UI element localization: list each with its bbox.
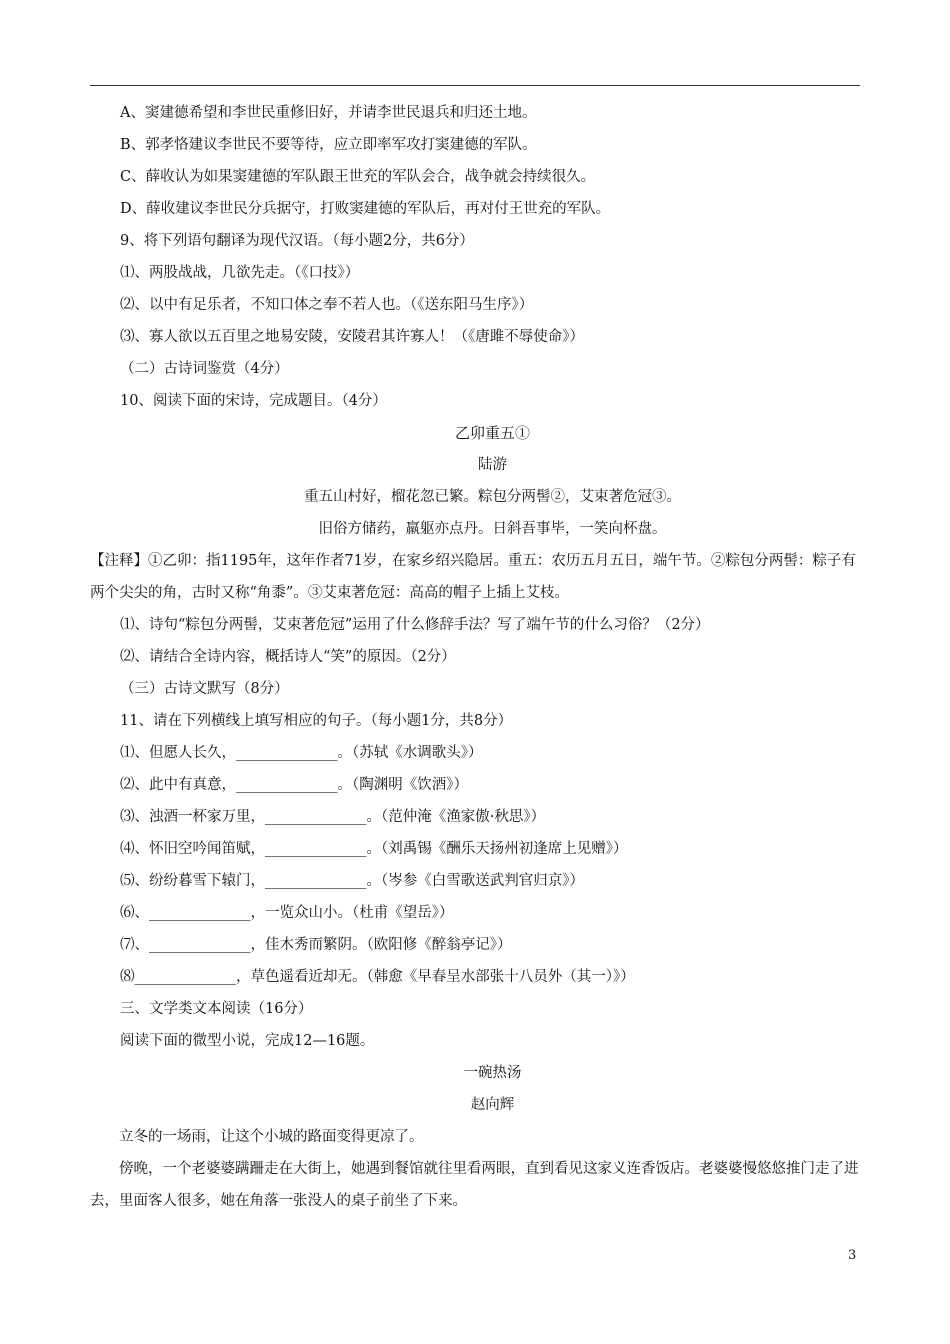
document-body <box>90 97 865 1217</box>
section2-header: （二）古诗词鉴赏（4分） <box>120 361 289 377</box>
q9-header: 9、将下列语句翻译为现代汉语。（每小题2分，共6分） <box>120 233 474 249</box>
part3-intro: 阅读下面的微型小说，完成12—16题。 <box>120 1033 375 1049</box>
story-paragraph-2: 傍晚，一个老婆婆蹒跚走在大街上，她遇到餐馆就往里看两眼，直到看见这家义连香饭店。老婆婆慢悠悠推门走了进去，里面客人很多，她在角落一张没人的桌子前坐了下来。 <box>90 1161 859 1209</box>
q11-item-5: ⑸、纷纷暮雪下辕门，______________。（岑参《白雪歌送武判官归京》） <box>120 873 584 889</box>
poem-title: 乙卯重五① <box>454 424 530 442</box>
option-a: A、窦建德希望和李世民重修旧好，并请李世民退兵和归还土地。 <box>120 105 537 121</box>
part3-header: 三、文学类文本阅读（16分） <box>120 1001 313 1017</box>
poem-author: 陆游 <box>478 457 507 473</box>
q9-item-2: ⑵、以中有足乐者，不知口体之奉不若人也。（《送东阳马生序》） <box>120 297 534 313</box>
q10-question-1: ⑴、诗句“粽包分两髻，艾束著危冠”运用了什么修辞手法？写了端午节的什么习俗？（2分） <box>120 617 710 633</box>
q9-item-1: ⑴、两股战战，几欲先走。（《口技》） <box>120 265 360 281</box>
poem-line-1: 重五山村好，榴花忽已繁。粽包分两髻②，艾束著危冠③。 <box>304 489 681 505</box>
q10-question-2: ⑵、请结合全诗内容，概括诗人“笑”的原因。（2分） <box>120 649 456 665</box>
q11-item-7: ⑺、______________，佳木秀而繁阴。（欧阳修《醉翁亭记》） <box>120 937 512 953</box>
header-rule <box>90 85 860 86</box>
q11-item-4: ⑷、怀旧空吟闻笛赋，______________。（刘禹锡《酬乐天扬州初逢席上见赠》） <box>120 841 628 857</box>
q11-header: 11、请在下列横线上填写相应的句子。（每小题1分，共8分） <box>120 713 513 729</box>
option-c: C、薛收认为如果窦建德的军队跟王世充的军队会合，战争就会持续很久。 <box>120 169 596 185</box>
poem-note: 【注释】①乙卯：指1195年，这年作者71岁，在家乡绍兴隐居。重五：农历五月五日，端午节。②粽包分两髻：粽子有两个尖尖的角，古时又称“角黍”。③艾束著危冠：高高的帽子上插上艾枝。 <box>90 553 856 601</box>
story-author: 赵向辉 <box>470 1097 515 1113</box>
story-title: 一碗热汤 <box>463 1065 522 1081</box>
q9-item-3: ⑶、寡人欲以五百里之地易安陵，安陵君其许寡人！（《唐雎不辱使命》） <box>120 329 584 345</box>
q11-item-2: ⑵、此中有真意，______________。（陶渊明《饮酒》） <box>120 777 468 793</box>
q11-item-1: ⑴、但愿人长久，______________。（苏轼《水调歌头》） <box>120 745 483 761</box>
option-b: B、郭孝恪建议李世民不要等待，应立即率军攻打窦建德的军队。 <box>120 137 537 153</box>
poem-line-2: 旧俗方储药，羸躯亦点丹。日斜吾事毕，一笑向杯盘。 <box>318 521 667 537</box>
option-d: D、薛收建议李世民分兵据守，打败窦建德的军队后，再对付王世充的军队。 <box>120 201 611 217</box>
q11-item-8: ⑻______________，草色遥看近却无。（韩愈《早春呈水部张十八员外（其一）》） <box>120 969 635 985</box>
section3-header: （三）古诗文默写（8分） <box>120 681 289 697</box>
q10-header: 10、阅读下面的宋诗，完成题目。（4分） <box>120 393 387 409</box>
story-paragraph-1: 立冬的一场雨，让这个小城的路面变得更凉了。 <box>119 1129 424 1145</box>
page-number: 3 <box>848 1248 857 1263</box>
q11-item-3: ⑶、浊酒一杯家万里，______________。（范仲淹《渔家傲·秋思》） <box>120 809 546 825</box>
q11-item-6: ⑹、______________，一览众山小。（杜甫《望岳》） <box>120 905 454 921</box>
